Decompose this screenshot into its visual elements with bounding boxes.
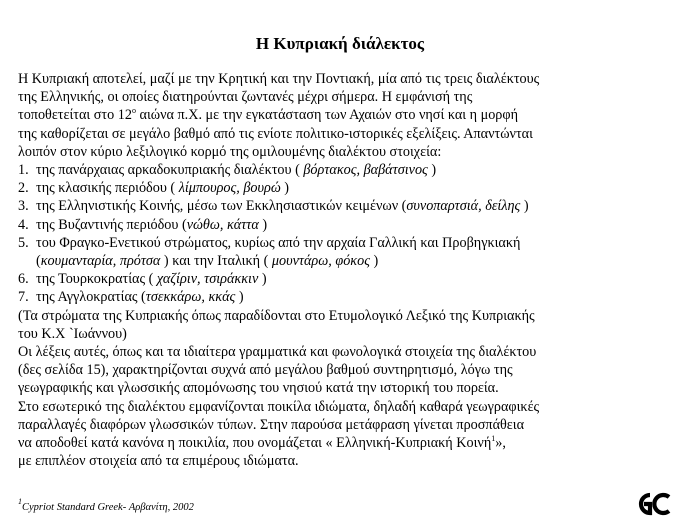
footnote-mark: 1 — [18, 497, 22, 506]
intro-line: της καθορίζεται σε μεγάλο βαθμό από τις ενίοτε πολιτικο-ιστορικές εξελίξεις. Απαντώνται — [18, 125, 533, 142]
paragraph-line: Οι λέξεις αυτές, όπως και τα ιδιαίτερα γραμματικά και φωνολογικά στοιχεία της διαλέκτου — [18, 344, 537, 361]
intro-line: λοιπόν στον κύριο λεξιλογικό κορμό της ομιλουμένης διαλέκτου στοιχεία: — [18, 143, 442, 160]
list-item: 2. της κλασικής περιόδου ( λίμπουρος, βουρώ ) — [18, 180, 290, 197]
intro-line: Η Κυπριακή αποτελεί, μαζί με την Κρητική και την Ποντιακή, μία από τις τρεις διαλέκτους — [18, 71, 540, 87]
paragraph-line: Στο εσωτερικό της διαλέκτου εμφανίζονται ποικίλα ιδιώματα, δηλαδή καθαρά γεωγραφικές — [18, 398, 540, 415]
paragraph-line: του Κ.Χ `Ιωάννου) — [18, 325, 127, 342]
list-item-continuation: (κουμανταρία, πρότσα ) και την Ιταλική ( μουντάρω, φόκος ) — [36, 253, 379, 270]
document-body — [18, 70, 678, 470]
list-item: 4. της Βυζαντινής περιόδου (νώθω, κάττα ) — [18, 216, 268, 233]
list-item: 6. της Τουρκοκρατίας ( χαζίριν, τσιράκκιν ) — [18, 271, 267, 288]
intro-line: της Ελληνικής, οι οποίες διατηρούνται ζωντανές μέχρι σήμερα. Η εμφάνισή της — [18, 89, 473, 106]
list-item: 5. του Φραγκο-Ενετικού στρώματος, κυρίως από την αρχαία Γαλλική και Προβηγκιακή — [18, 234, 521, 251]
paragraph-line: (Τα στρώματα της Κυπριακής όπως παραδίδονται στο Ετυμολογικό Λεξικό της Κυπριακής — [18, 307, 535, 324]
paragraph-line: γεωγραφικής και γλωσσικής απομόνωσης του νησιού κατά την ιστορική του πορεία. — [18, 380, 499, 397]
superscript: ο — [131, 106, 136, 116]
footnote-reference: 1 — [491, 434, 496, 444]
footnote — [18, 497, 194, 513]
page-title: Η Κυπριακή διάλεκτος — [255, 34, 425, 53]
list-item: 7. της Αγγλοκρατίας (τσεκκάρω, κκάς ) — [18, 289, 244, 306]
gc-logo-icon — [634, 489, 672, 519]
paragraph-line: με επιπλέον στοιχεία από τα επιμέρους ιδιώματα. — [18, 453, 299, 470]
intro-line: τοποθετείται στο $12^o$ αιώνα π.Χ. με την εγκατάσταση των Αχαιών στο νησί και η μορφή — [18, 106, 518, 124]
list-item: 1. της πανάρχαιας αρκαδοκυπριακής διαλέκτου ( βόρτακος, βαβάτσινος ) — [18, 162, 437, 179]
paragraph-line: (δες σελίδα 15), χαρακτηρίζονται συχνά από μεγάλου βαθμού συντηρητισμό, λόγω της — [18, 362, 513, 379]
paragraph-line: να αποδοθεί κατά κανόνα η ποικιλία, που ονομάζεται « Ελληνική-Κυπριακή Κοινή$^1$», — [18, 434, 506, 452]
paragraph-line: παραλλαγές διαφόρων γλωσσικών τύπων. Στην παρούσα μετάφραση γίνεται προσπάθεια — [18, 416, 525, 433]
footnote-text: Cypriot Standard Greek- Αρβανίτη, 2002 — [22, 502, 194, 513]
list-item: 3. της Ελληνιστικής Κοινής, μέσω των Εκκλησιαστικών κειμένων (συνοπαρτσιά, δείλης ) — [18, 198, 529, 215]
